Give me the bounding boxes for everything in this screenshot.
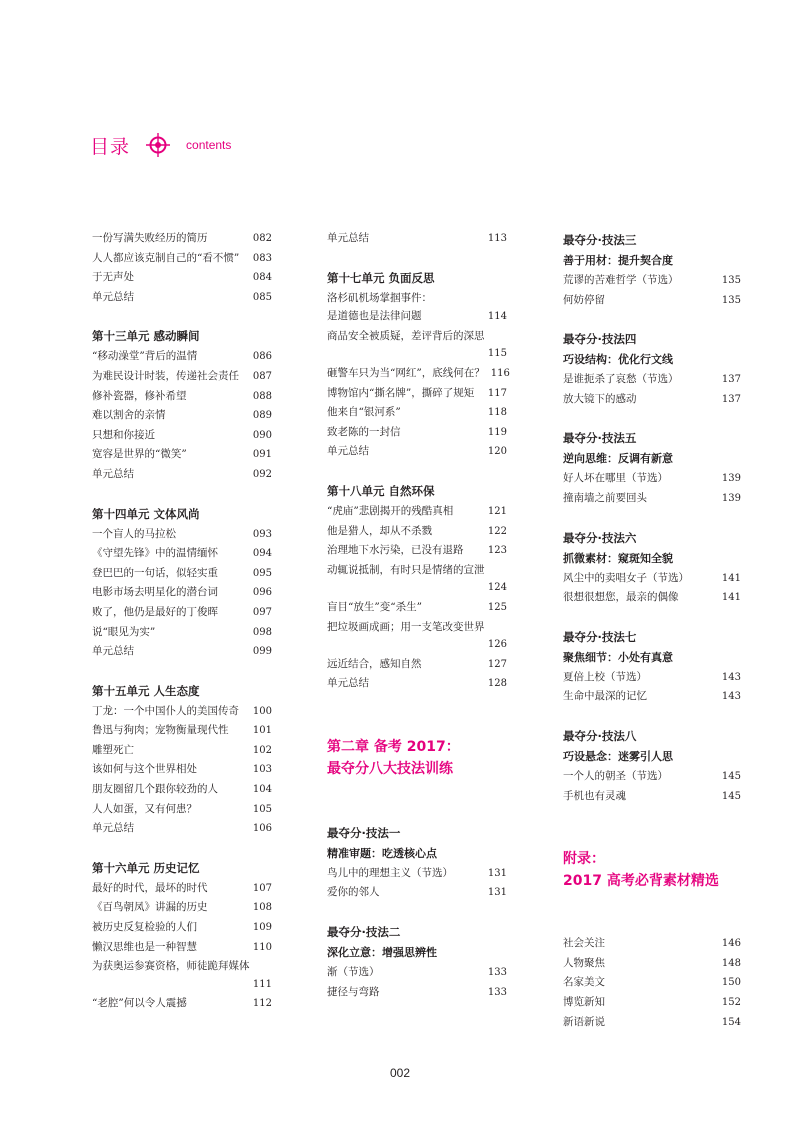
entry-page: 121 [487, 505, 507, 517]
toc-entry[interactable] [327, 618, 507, 655]
entry-page: 100 [252, 705, 272, 717]
toc-entry[interactable] [327, 864, 507, 884]
toc-entry[interactable] [92, 229, 272, 249]
toc-section [327, 267, 510, 462]
entry-title[interactable]: “移动澡堂”背后的温情 [92, 350, 198, 363]
entry-title[interactable]: 鲁迅与狗肉；宠物衡量现代性 [92, 724, 229, 737]
entry-title[interactable]: 撞南墙之前要回头 [563, 491, 647, 504]
entry-title[interactable]: 好人坏在哪里（节选） [563, 472, 668, 485]
entry-page: 089 [252, 410, 272, 422]
entry-title[interactable]: 《守望先锋》中的温情缅怀 [92, 547, 218, 560]
entry-title[interactable]: 单元总结 [92, 645, 134, 658]
section-subheading: 巧设结构：优化行文线 [563, 353, 673, 367]
entry-page: 137 [721, 374, 741, 386]
entry-title[interactable]: 何妨停留 [563, 293, 605, 306]
chapter-title: 最夺分八大技法训练 [327, 760, 453, 777]
toc-entry[interactable] [563, 973, 741, 993]
entry-title[interactable]: 修补瓷器，修补希望 [92, 389, 187, 402]
toc-entry[interactable] [327, 502, 507, 522]
entry-page: 148 [721, 957, 741, 969]
entry-page: 139 [721, 492, 741, 504]
toc-header [90, 128, 231, 162]
entry-page: 091 [252, 449, 272, 461]
entry-title[interactable]: 人人如蛋，又有何患？ [92, 802, 197, 815]
toc-section [327, 822, 507, 903]
entry-title[interactable]: 新语新说 [563, 1015, 605, 1028]
toc-entry[interactable] [92, 918, 272, 938]
entry-title[interactable]: 最好的时代，最坏的时代 [92, 881, 208, 894]
entry-title[interactable]: 该如何与这个世界相处 [92, 763, 197, 776]
toc-entry[interactable] [92, 249, 272, 269]
toc-entry[interactable] [563, 569, 741, 589]
entry-page: 143 [721, 671, 741, 683]
toc-entry[interactable] [563, 787, 741, 807]
entry-page: 123 [487, 545, 507, 557]
entry-title[interactable]: 砸警车只为当“网红”，底线何在？ [327, 366, 485, 379]
entry-page: 104 [252, 784, 272, 796]
entry-page: 122 [487, 525, 507, 537]
entry-title[interactable]: 生命中最深的记忆 [563, 690, 647, 703]
section-heading: 第十六单元 历史记忆 [92, 860, 200, 875]
entry-title[interactable]: 单元总结 [92, 822, 134, 835]
entry-title[interactable]: 电影市场去明星化的潜台词 [92, 586, 218, 599]
toc-entry[interactable] [92, 800, 272, 820]
toc-section [92, 857, 272, 1014]
toc-entry[interactable] [327, 384, 507, 404]
entry-title[interactable]: 朋友圈留几个跟你较劲的人 [92, 783, 218, 796]
toc-entry[interactable] [327, 674, 507, 694]
entry-page: 101 [252, 725, 272, 737]
toc-section [563, 328, 741, 409]
entry-page: 110 [252, 941, 272, 953]
toc-entry[interactable] [563, 668, 741, 688]
toc-entry[interactable] [92, 938, 272, 958]
toc-entry[interactable] [327, 883, 507, 903]
entry-page: 115 [487, 348, 507, 360]
section-subheading: 深化立意：增强思辨性 [327, 946, 437, 960]
toc-entry[interactable] [327, 442, 507, 462]
toc-entry[interactable] [92, 819, 272, 839]
entry-title[interactable]: 他来自“银河系” [327, 406, 401, 419]
section-heading: 第十五单元 人生态度 [92, 683, 200, 698]
toc-entry[interactable] [92, 445, 272, 465]
toc-entry[interactable] [92, 347, 272, 367]
toc-entry[interactable] [92, 741, 272, 761]
toc-section [327, 480, 507, 694]
entry-title[interactable]: 洛杉矶机场掌掴事件： [327, 291, 432, 304]
entry-title[interactable]: 他是猎人，却从不杀戮 [327, 524, 432, 537]
entry-page: 124 [487, 582, 507, 594]
toc-entry[interactable] [327, 289, 507, 308]
entry-title[interactable]: 社会关注 [563, 937, 605, 950]
section-heading: 最夺分·技法一 [327, 825, 401, 840]
entry-title[interactable]: 盲目“放生”变“杀生” [327, 600, 422, 613]
entry-title[interactable]: 手机也有灵魂 [563, 789, 626, 802]
entry-page: 150 [721, 977, 741, 989]
toc-section [92, 229, 272, 307]
entry-page: 133 [487, 967, 507, 979]
entry-page: 128 [487, 678, 507, 690]
entry-title[interactable]: 懒汉思维也是一种智慧 [92, 940, 197, 953]
toc-entry[interactable] [327, 655, 507, 675]
entry-page: 099 [252, 646, 272, 658]
section-subheading: 善于用材：提升契合度 [563, 254, 673, 267]
entry-title[interactable]: “虎庙”悲剧揭开的残酷真相 [327, 504, 454, 517]
toc-section [563, 527, 741, 608]
toc-entry[interactable] [92, 426, 272, 446]
entry-title[interactable]: 博物馆内“撕名牌”，撕碎了规矩 [327, 386, 475, 399]
toc-section [563, 725, 741, 806]
entry-title[interactable]: 动辄说抵制，有时只是情绪的宣泄 [327, 563, 485, 576]
entry-page: 107 [252, 882, 272, 894]
toc-entry[interactable] [92, 642, 272, 662]
entry-page: 146 [721, 938, 741, 950]
chapter-title: 2017 高考必背素材精选 [563, 873, 719, 890]
toc-entry[interactable] [327, 307, 507, 327]
entry-title[interactable]: 雕塑死亡 [92, 743, 134, 756]
section-subheading: 抓微素材：窥斑知全貌 [563, 551, 673, 565]
entry-page: 103 [252, 764, 272, 776]
entry-title[interactable]: 难以割舍的亲情 [92, 409, 166, 422]
toc-entry[interactable] [563, 271, 741, 291]
chapter-title: 附录： [563, 851, 605, 868]
toc-entry[interactable] [563, 489, 741, 509]
entry-page: 118 [487, 407, 507, 419]
section-heading: 最夺分·技法三 [563, 233, 637, 247]
entry-page: 135 [721, 294, 741, 306]
entry-title[interactable]: 远近结合，感知自然 [327, 657, 422, 670]
section-heading: 最夺分·技法四 [563, 332, 637, 347]
toc-entry[interactable] [327, 327, 507, 364]
toc-section [92, 325, 272, 484]
entry-page: 114 [487, 311, 507, 323]
entry-title[interactable]: 登巴巴的一句话，似轻实重 [92, 566, 218, 579]
toc-entry[interactable] [92, 288, 272, 308]
section-heading: 最夺分·技法二 [327, 925, 401, 940]
entry-page: 137 [721, 393, 741, 405]
entry-title[interactable]: 单元总结 [92, 467, 134, 480]
page-subtitle: contents [186, 138, 232, 152]
entry-title[interactable]: 败了，他仍是最好的丁俊晖 [92, 605, 218, 618]
section-subheading: 巧设悬念：迷雾引人思 [563, 749, 673, 763]
entry-title[interactable]: 单元总结 [327, 232, 369, 244]
toc-entry[interactable] [92, 583, 272, 603]
crosshair-target-icon [146, 133, 170, 157]
entry-page: 143 [721, 691, 741, 703]
entry-page: 102 [252, 744, 272, 756]
entry-title[interactable]: 很想很想您，最亲的偶像 [563, 591, 679, 604]
toc-entry[interactable] [92, 623, 272, 643]
entry-title[interactable]: 单元总结 [327, 445, 369, 458]
toc-entry[interactable] [92, 465, 272, 485]
section-heading: 第十八单元 自然环保 [327, 483, 435, 498]
toc-entry[interactable] [563, 588, 741, 608]
entry-page: 095 [252, 567, 272, 579]
toc-entry[interactable] [92, 564, 272, 584]
section-heading: 第十七单元 负面反思 [327, 270, 435, 285]
toc-entry[interactable] [92, 268, 272, 288]
toc-entry[interactable] [327, 364, 510, 384]
toc-section [563, 229, 741, 310]
entry-page: 131 [487, 887, 507, 899]
page-number: 002 [389, 1066, 411, 1080]
entry-page: 135 [721, 275, 741, 286]
toc-section [327, 921, 507, 1002]
toc-entry[interactable] [563, 1013, 741, 1033]
toc-entry[interactable] [92, 525, 272, 545]
entry-page: 125 [487, 601, 507, 613]
entry-page: 088 [252, 390, 272, 402]
entry-page: 093 [252, 528, 272, 540]
entry-title[interactable]: 风尘中的卖唱女子（节选） [563, 571, 689, 584]
entry-page: 113 [487, 233, 507, 244]
chapter-block [327, 736, 507, 780]
toc-entry[interactable] [327, 229, 507, 249]
section-heading: 最夺分·技法七 [563, 629, 637, 644]
section-heading: 最夺分·技法五 [563, 431, 637, 446]
toc-entry[interactable] [327, 423, 507, 443]
entry-page: 119 [487, 426, 507, 438]
entry-page: 106 [252, 823, 272, 835]
toc-entry[interactable] [92, 603, 272, 623]
toc-entry[interactable] [563, 934, 741, 954]
entry-page: 154 [721, 1016, 741, 1028]
entry-page: 139 [721, 473, 741, 485]
toc-entry[interactable] [563, 469, 741, 489]
entry-page: 131 [487, 867, 507, 879]
toc-entry[interactable] [563, 390, 741, 410]
toc-entry[interactable] [92, 879, 272, 899]
entry-page: 094 [252, 548, 272, 560]
toc-entry[interactable] [92, 898, 272, 918]
toc-section [327, 229, 507, 249]
entry-page: 120 [487, 446, 507, 458]
toc-entry[interactable] [92, 721, 272, 741]
entry-title[interactable]: 单元总结 [92, 290, 134, 303]
entry-title[interactable]: 商品安全被质疑，差评背后的深思 [327, 329, 485, 342]
section-heading: 最夺分·技法八 [563, 728, 637, 743]
toc-entry[interactable] [92, 780, 272, 800]
entry-page: 084 [252, 272, 272, 284]
page-title: 目录 [90, 135, 131, 158]
entry-page: 105 [252, 803, 272, 815]
toc-entry[interactable] [327, 522, 507, 542]
toc-section [563, 626, 741, 707]
entry-page: 145 [721, 790, 741, 802]
entry-page: 152 [721, 996, 741, 1008]
entry-title[interactable]: 被历史反复检验的人们 [92, 921, 197, 934]
chapter-title: 第二章 备考 2017： [327, 738, 460, 755]
entry-page: 097 [252, 606, 272, 618]
entry-title[interactable]: 荒谬的苦难哲学（节选） [563, 274, 679, 286]
toc-section [563, 934, 741, 1032]
toc-entry[interactable] [327, 598, 507, 618]
entry-page: 127 [487, 658, 507, 670]
entry-title[interactable]: 是道德也是法律问题 [327, 310, 422, 323]
entry-title[interactable]: 爱你的邻人 [327, 886, 380, 899]
toc-entry[interactable] [92, 367, 272, 387]
entry-title[interactable]: 于无声处 [92, 271, 134, 284]
entry-page: 141 [721, 592, 741, 604]
entry-title[interactable]: 一个盲人的马拉松 [92, 527, 176, 540]
entry-title[interactable]: 《百鸟朝凤》讲漏的历史 [92, 901, 208, 914]
toc-entry[interactable] [92, 760, 272, 780]
entry-page: 141 [721, 572, 741, 584]
toc-entry[interactable] [563, 687, 741, 707]
entry-title[interactable]: 名家美文 [563, 976, 605, 989]
entry-page: 092 [252, 468, 272, 480]
entry-page: 096 [252, 587, 272, 599]
entry-page: 111 [252, 978, 272, 990]
entry-title[interactable]: 放大镜下的感动 [563, 392, 637, 405]
toc-column-3 [563, 229, 741, 1032]
toc-entry[interactable] [563, 954, 741, 974]
toc-entry[interactable] [563, 291, 741, 311]
entry-title[interactable]: 单元总结 [327, 677, 369, 690]
toc-entry[interactable] [327, 403, 507, 423]
entry-title[interactable]: 为难民设计时装，传递社会责任 [92, 369, 239, 382]
entry-title[interactable]: 说“眼见为实” [92, 625, 156, 638]
toc-section [92, 503, 272, 662]
toc-column-2 [327, 229, 510, 1002]
entry-title[interactable]: 人人都应该克制自己的“看不惯” [92, 251, 240, 264]
toc-entry[interactable] [327, 541, 507, 561]
entry-title[interactable]: 一个人的朝圣（节选） [563, 769, 668, 782]
section-heading: 第十三单元 感动瞬间 [92, 329, 200, 344]
toc-entry[interactable] [563, 767, 741, 787]
entry-title[interactable]: 治理地下水污染，已没有退路 [327, 544, 464, 557]
toc-column-1 [92, 229, 272, 1014]
entry-page: 085 [252, 291, 272, 303]
entry-page: 133 [487, 986, 507, 998]
entry-page: 108 [252, 902, 272, 914]
toc-section [92, 680, 272, 839]
toc-entry[interactable] [92, 957, 272, 994]
entry-title[interactable]: 人物聚焦 [563, 956, 605, 969]
section-heading: 最夺分·技法六 [563, 530, 637, 545]
entry-page: 090 [252, 429, 272, 441]
entry-title[interactable]: 博览新知 [563, 995, 605, 1008]
entry-page: 112 [252, 998, 272, 1010]
entry-page: 126 [487, 639, 507, 651]
toc-entry[interactable] [92, 994, 272, 1014]
section-heading: 第十四单元 文体风尚 [92, 506, 200, 521]
entry-page: 087 [252, 370, 272, 382]
entry-page: 086 [252, 351, 272, 363]
entry-title[interactable]: 是谁扼杀了哀愁（节选） [563, 373, 679, 386]
entry-title[interactable]: 捷径与弯路 [327, 985, 380, 998]
toc-entry[interactable] [327, 561, 507, 598]
toc-entry[interactable] [92, 544, 272, 564]
entry-title[interactable]: 为获奥运参赛资格，师徒跪拜媒体 [92, 960, 250, 973]
section-subheading: 聚焦细节：小处有真意 [563, 650, 673, 664]
entry-title[interactable]: 夏倍上校（节选） [563, 670, 647, 683]
entry-title[interactable]: 鸟儿中的理想主义（节选） [327, 866, 453, 879]
entry-title[interactable]: 致老陈的一封信 [327, 425, 401, 438]
entry-page: 117 [487, 387, 507, 399]
toc-entry[interactable] [563, 370, 741, 390]
toc-entry[interactable] [92, 387, 272, 407]
entry-title[interactable]: 只想和你接近 [92, 428, 155, 441]
entry-page: 109 [252, 922, 272, 934]
entry-title[interactable]: 丁龙：一个中国仆人的美国传奇 [92, 704, 239, 717]
section-subheading: 逆向思维：反调有新意 [563, 452, 673, 466]
chapter-block [563, 848, 741, 892]
toc-entry[interactable] [92, 702, 272, 722]
toc-entry[interactable] [327, 983, 507, 1003]
toc-section [563, 427, 741, 508]
entry-page: 098 [252, 626, 272, 638]
entry-title[interactable]: 渐（节选） [327, 966, 380, 979]
toc-entry[interactable] [563, 993, 741, 1013]
entry-page: 082 [252, 233, 272, 244]
entry-page: 116 [490, 367, 510, 379]
entry-title[interactable]: “老腔”何以令人震撼 [92, 997, 187, 1010]
entry-page: 145 [721, 770, 741, 782]
toc-entry[interactable] [92, 406, 272, 426]
section-subheading: 精准审题：吃透核心点 [327, 846, 437, 860]
toc-entry[interactable] [327, 963, 507, 983]
entry-title[interactable]: 一份写满失败经历的简历 [92, 232, 208, 244]
entry-title[interactable]: 把垃圾画成画；用一支笔改变世界 [327, 620, 485, 633]
entry-title[interactable]: 宽容是世界的“微笑” [92, 448, 187, 461]
entry-page: 083 [252, 252, 272, 264]
